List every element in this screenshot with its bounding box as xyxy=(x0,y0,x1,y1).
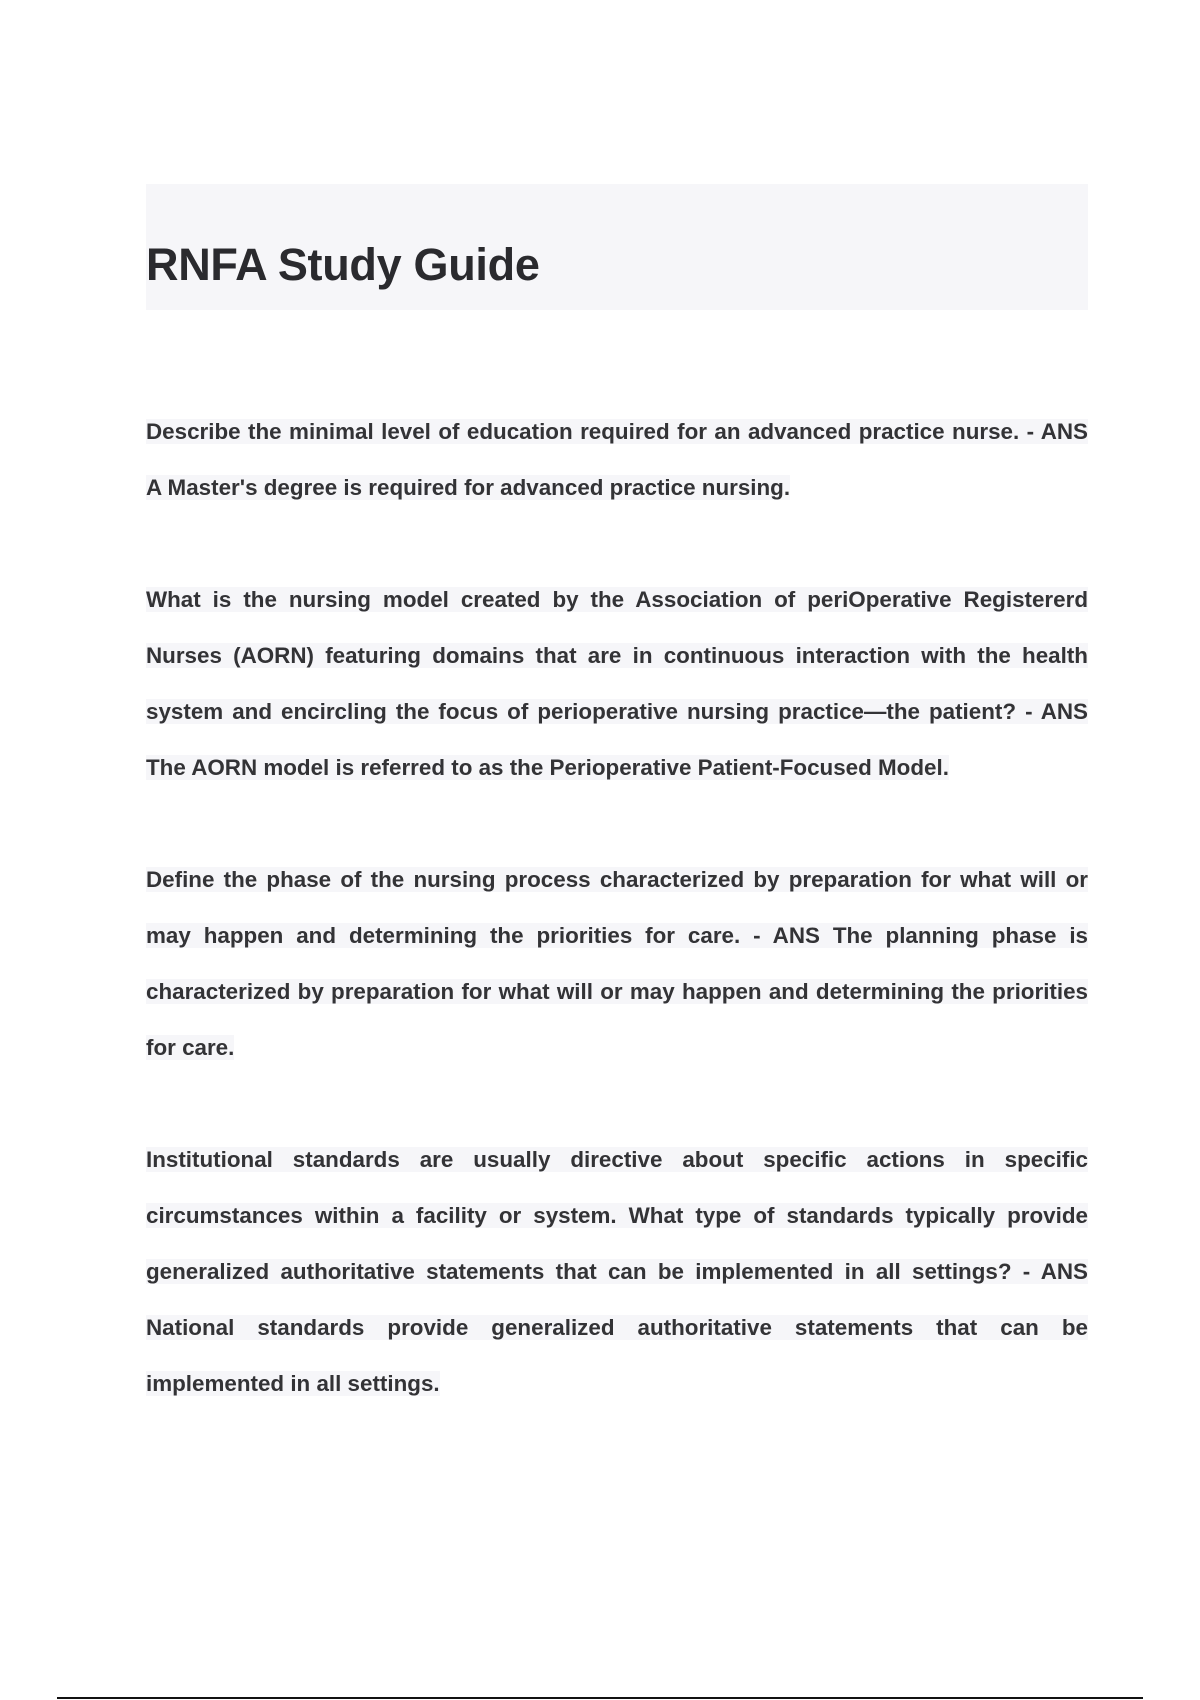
qa-item-education xyxy=(146,404,1088,516)
qa-text: Describe the minimal level of education required for an advanced practice nurse. - ANS A Master's degree is required for advanced practice nursing. xyxy=(146,419,1088,500)
qa-text: Institutional standards are usually directive about specific actions in specific circumstances within a facility or system. What type of standards typically provide generalized authoritative statements that can be implemented in all settings? - ANS National standards provide generalized authoritative statements that can be implemented in all settings. xyxy=(146,1147,1088,1396)
qa-item-national-standards xyxy=(146,1132,1088,1412)
qa-item-aorn-model xyxy=(146,572,1088,796)
qa-text: What is the nursing model created by the Association of periOperative Registererd Nurses (AORN) featuring domains that are in continuous interaction with the health system and encircling the focus of perioperative nursing practice—the patient? - ANS The AORN model is referred to as the Perioperative Patient-Focused Model. xyxy=(146,587,1088,780)
title-banner xyxy=(146,184,1088,310)
footer-divider xyxy=(57,1697,1143,1699)
qa-item-planning-phase xyxy=(146,852,1088,1076)
qa-list xyxy=(146,404,1088,1468)
page-title: RNFA Study Guide xyxy=(146,239,540,290)
qa-text: Define the phase of the nursing process characterized by preparation for what will or may happen and determining the priorities for care. - ANS The planning phase is characterized by preparation for what will or may happen and determining the priorities for care. xyxy=(146,867,1088,1060)
